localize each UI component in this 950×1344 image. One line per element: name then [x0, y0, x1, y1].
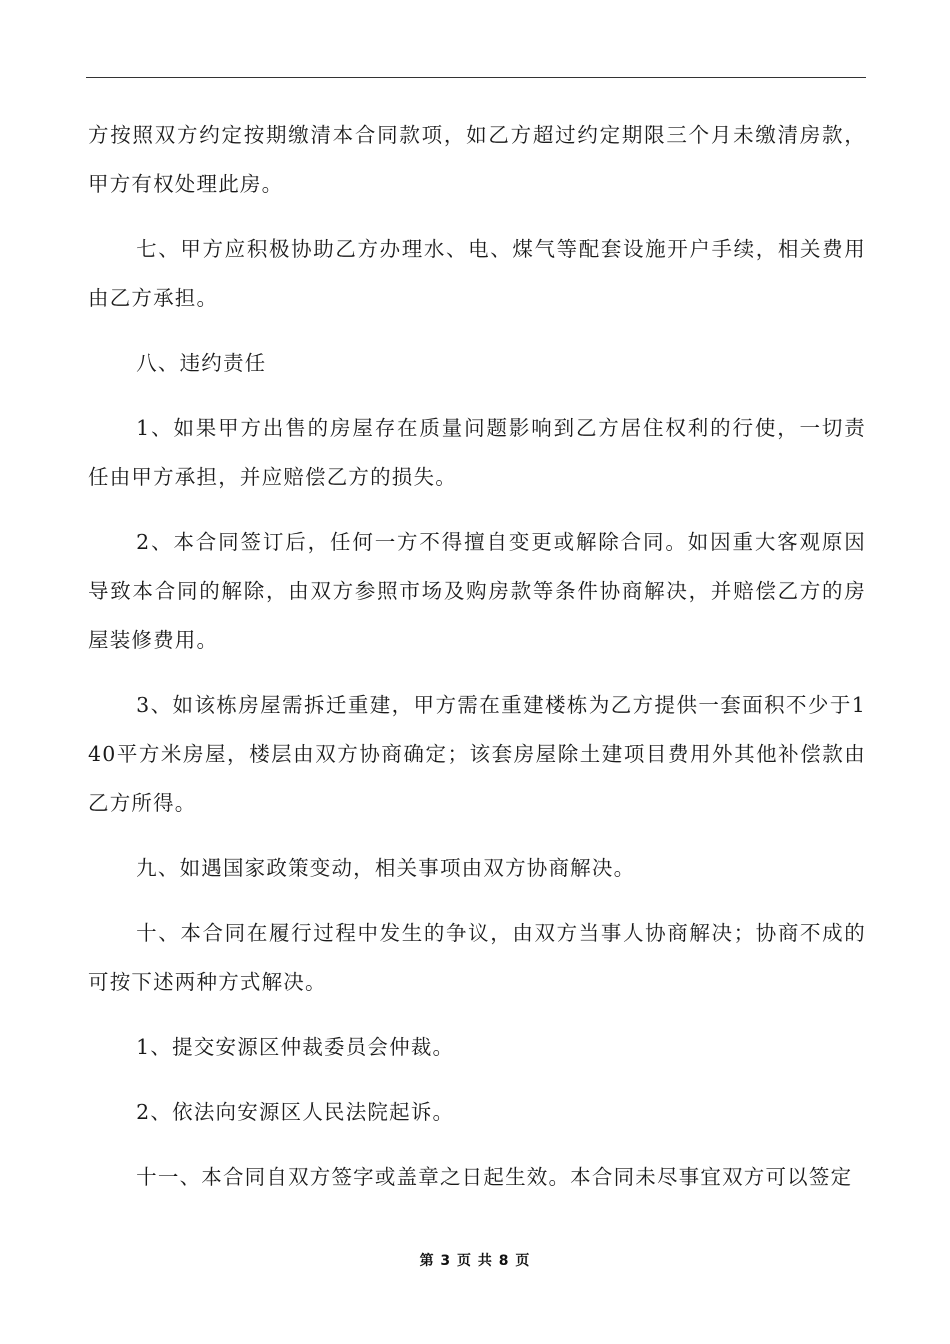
- paragraph-breach-item-1: 1、如果甲方出售的房屋存在质量问题影响到乙方居住权利的行使，一切责任由甲方承担，并应赔偿乙方的损失。: [88, 416, 866, 489]
- paragraph-breach-item-3: 3、如该栋房屋需拆迁重建，甲方需在重建楼栋为乙方提供一套面积不少于140平方米房屋，楼层由双方协商确定；该套房屋除土建项目费用外其他补偿款由乙方所得。: [88, 693, 866, 815]
- paragraph-dispute-option-1: 1、提交安源区仲裁委员会仲裁。: [136, 1035, 455, 1059]
- paragraph-breach-item-2: 2、本合同签订后，任何一方不得擅自变更或解除合同。如因重大客观原因导致本合同的解除，由双方参照市场及购房款等条件协商解决，并赔偿乙方的房屋装修费用。: [88, 530, 866, 652]
- paragraph-clause-11: 十一、本合同自双方签字或盖章之日起生效。本合同未尽事宜双方可以签定: [136, 1165, 853, 1189]
- document-body: [88, 111, 866, 1218]
- paragraph-clause-10: 十、本合同在履行过程中发生的争议，由双方当事人协商解决；协商不成的可按下述两种方式解决。: [88, 921, 866, 994]
- paragraph-clause-7: 七、甲方应积极协助乙方办理水、电、煤气等配套设施开户手续，相关费用由乙方承担。: [88, 237, 866, 310]
- heading-breach-liability: 八、违约责任: [136, 351, 267, 375]
- paragraph-clause-9: 九、如遇国家政策变动，相关事项由双方协商解决。: [136, 856, 636, 880]
- page-number: 第 3 页 共 8 页: [419, 1253, 531, 1269]
- paragraph-continuation: 方按照双方约定按期缴清本合同款项，如乙方超过约定期限三个月未缴清房款，甲方有权处理此房。: [88, 123, 866, 196]
- paragraph-dispute-option-2: 2、依法向安源区人民法院起诉。: [136, 1100, 455, 1124]
- header-rule: [86, 77, 866, 78]
